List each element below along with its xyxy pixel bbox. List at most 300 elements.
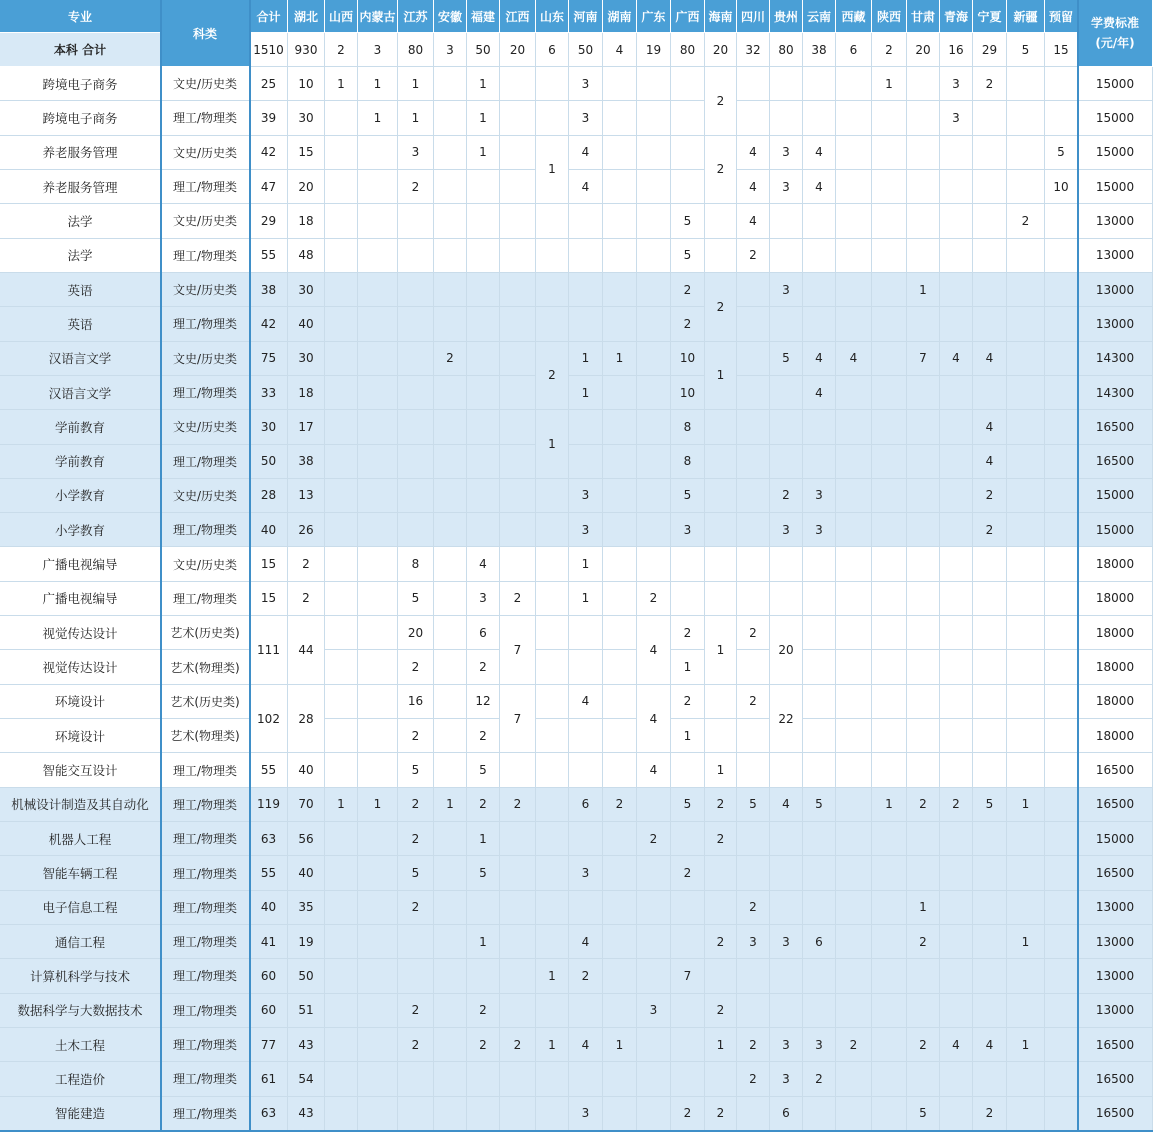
quota-cell	[1007, 170, 1045, 204]
subject-type: 理工/物理类	[161, 959, 250, 993]
total-row-label: 本科 合计	[0, 33, 161, 67]
quota-cell	[803, 239, 836, 273]
quota-cell: 4	[569, 170, 603, 204]
quota-cell	[973, 582, 1007, 616]
quota-cell	[434, 479, 467, 513]
quota-cell	[973, 959, 1007, 993]
fee-value: 13000	[1078, 273, 1153, 307]
quota-cell	[907, 753, 940, 787]
fee-value: 15000	[1078, 101, 1153, 135]
quota-cell	[603, 822, 637, 856]
quota-cell	[637, 101, 671, 135]
quota-cell	[973, 376, 1007, 410]
quota-cell: 2	[973, 513, 1007, 547]
quota-cell	[836, 753, 872, 787]
quota-cell	[872, 547, 907, 581]
quota-cell: 2	[1007, 204, 1045, 238]
quota-cell: 2	[398, 650, 434, 684]
quota-cell	[836, 925, 872, 959]
quota-cell: 3	[467, 582, 500, 616]
quota-cell	[603, 891, 637, 925]
quota-cell	[907, 582, 940, 616]
quota-cell: 2	[737, 616, 770, 650]
quota-cell: 38	[288, 445, 325, 479]
quota-cell	[737, 479, 770, 513]
subject-type: 理工/物理类	[161, 307, 250, 341]
quota-cell	[637, 410, 671, 444]
major-name: 法学	[0, 239, 161, 273]
quota-cell	[803, 307, 836, 341]
fee-value: 16500	[1078, 788, 1153, 822]
column-divider	[1077, 0, 1079, 1131]
quota-cell	[907, 994, 940, 1028]
quota-cell	[973, 307, 1007, 341]
quota-cell	[434, 410, 467, 444]
quota-cell	[1007, 239, 1045, 273]
quota-cell	[940, 136, 973, 170]
quota-cell	[872, 136, 907, 170]
quota-cell	[973, 170, 1007, 204]
quota-cell	[325, 170, 358, 204]
quota-cell	[434, 239, 467, 273]
column-total: 32	[737, 33, 770, 67]
quota-cell	[671, 170, 705, 204]
quota-cell	[705, 547, 737, 581]
quota-cell	[1045, 101, 1078, 135]
quota-cell-merged: 2	[705, 273, 737, 342]
major-name: 机械设计制造及其自动化	[0, 788, 161, 822]
quota-cell	[434, 1097, 467, 1131]
subject-type: 艺术(物理类)	[161, 650, 250, 684]
quota-cell: 55	[250, 753, 288, 787]
quota-cell: 2	[467, 788, 500, 822]
quota-cell	[770, 822, 803, 856]
quota-cell	[872, 856, 907, 890]
quota-cell	[434, 856, 467, 890]
quota-cell	[705, 445, 737, 479]
quota-cell: 1	[907, 273, 940, 307]
quota-cell	[705, 204, 737, 238]
quota-cell: 4	[973, 410, 1007, 444]
quota-cell: 3	[770, 1028, 803, 1062]
quota-cell	[325, 307, 358, 341]
quota-cell	[872, 342, 907, 376]
quota-cell: 4	[569, 1028, 603, 1062]
quota-cell: 2	[973, 1097, 1007, 1131]
quota-cell	[536, 719, 569, 753]
quota-cell	[770, 410, 803, 444]
quota-cell	[637, 1097, 671, 1131]
quota-cell: 4	[973, 1028, 1007, 1062]
quota-cell	[872, 445, 907, 479]
quota-cell: 4	[569, 925, 603, 959]
quota-cell	[637, 445, 671, 479]
subject-type: 理工/物理类	[161, 376, 250, 410]
quota-cell	[1007, 101, 1045, 135]
quota-cell	[671, 753, 705, 787]
quota-cell	[500, 410, 536, 444]
quota-cell	[536, 1062, 569, 1096]
quota-cell	[358, 376, 398, 410]
quota-cell	[770, 891, 803, 925]
subject-type: 理工/物理类	[161, 753, 250, 787]
quota-cell	[536, 650, 569, 684]
quota-cell	[358, 547, 398, 581]
quota-cell-merged: 102	[250, 685, 288, 754]
quota-cell: 1	[569, 376, 603, 410]
quota-cell	[325, 616, 358, 650]
column-header: 福建	[467, 0, 500, 33]
quota-cell-merged: 20	[770, 616, 803, 685]
quota-cell	[358, 891, 398, 925]
quota-cell	[836, 307, 872, 341]
quota-cell: 18	[288, 376, 325, 410]
quota-cell	[770, 856, 803, 890]
quota-cell	[500, 204, 536, 238]
quota-cell	[358, 445, 398, 479]
quota-cell	[907, 445, 940, 479]
quota-cell-merged: 1	[536, 410, 569, 479]
quota-cell	[907, 650, 940, 684]
quota-cell	[325, 445, 358, 479]
quota-cell: 4	[467, 547, 500, 581]
fee-value: 14300	[1078, 376, 1153, 410]
fee-value: 15000	[1078, 513, 1153, 547]
quota-cell	[358, 650, 398, 684]
quota-cell	[737, 101, 770, 135]
quota-cell: 2	[398, 891, 434, 925]
quota-cell	[1007, 307, 1045, 341]
column-total: 20	[705, 33, 737, 67]
quota-cell	[569, 719, 603, 753]
quota-cell: 2	[603, 788, 637, 822]
major-name: 数据科学与大数据技术	[0, 994, 161, 1028]
fee-value: 13000	[1078, 994, 1153, 1028]
quota-cell	[536, 822, 569, 856]
column-header: 宁夏	[973, 0, 1007, 33]
quota-cell	[325, 822, 358, 856]
quota-cell	[500, 136, 536, 170]
quota-cell	[603, 959, 637, 993]
subject-type: 理工/物理类	[161, 513, 250, 547]
quota-cell	[467, 1062, 500, 1096]
quota-cell: 1	[569, 582, 603, 616]
quota-cell	[500, 513, 536, 547]
fee-value: 18000	[1078, 616, 1153, 650]
quota-cell: 1	[325, 67, 358, 101]
quota-cell	[637, 136, 671, 170]
quota-cell	[603, 67, 637, 101]
quota-cell	[637, 273, 671, 307]
quota-cell: 75	[250, 342, 288, 376]
quota-cell: 2	[398, 170, 434, 204]
column-header: 山西	[325, 0, 358, 33]
quota-cell: 43	[288, 1097, 325, 1131]
quota-cell: 4	[770, 788, 803, 822]
quota-cell	[536, 67, 569, 101]
major-name: 英语	[0, 273, 161, 307]
quota-cell-merged: 111	[250, 616, 288, 685]
quota-cell	[500, 1097, 536, 1131]
quota-cell	[325, 582, 358, 616]
quota-cell: 119	[250, 788, 288, 822]
quota-cell	[940, 307, 973, 341]
quota-cell	[907, 959, 940, 993]
major-name: 土木工程	[0, 1028, 161, 1062]
quota-cell	[705, 959, 737, 993]
quota-cell	[569, 822, 603, 856]
quota-cell	[1045, 479, 1078, 513]
major-name: 广播电视编导	[0, 547, 161, 581]
quota-cell	[637, 170, 671, 204]
quota-cell	[770, 959, 803, 993]
subject-type: 理工/物理类	[161, 788, 250, 822]
quota-cell	[1007, 376, 1045, 410]
quota-cell: 55	[250, 856, 288, 890]
column-header: 预留	[1045, 0, 1078, 33]
quota-cell	[940, 1097, 973, 1131]
quota-cell	[872, 959, 907, 993]
quota-cell	[973, 204, 1007, 238]
quota-cell	[637, 856, 671, 890]
quota-cell: 3	[569, 101, 603, 135]
quota-cell	[1045, 1028, 1078, 1062]
quota-cell	[973, 273, 1007, 307]
quota-cell	[836, 1097, 872, 1131]
column-header: 合计	[250, 0, 288, 33]
quota-cell: 39	[250, 101, 288, 135]
column-total: 80	[770, 33, 803, 67]
quota-cell-merged: 2	[705, 136, 737, 205]
quota-cell: 6	[569, 788, 603, 822]
quota-cell	[536, 994, 569, 1028]
quota-cell-merged: 1	[705, 616, 737, 685]
quota-cell: 40	[250, 513, 288, 547]
fee-value: 16500	[1078, 445, 1153, 479]
quota-cell	[836, 67, 872, 101]
quota-cell	[770, 204, 803, 238]
quota-cell	[434, 445, 467, 479]
fee-title: 学费标准	[1090, 16, 1139, 30]
quota-cell	[671, 891, 705, 925]
major-name: 英语	[0, 307, 161, 341]
quota-cell	[737, 856, 770, 890]
quota-cell: 4	[803, 136, 836, 170]
quota-cell: 1	[536, 959, 569, 993]
quota-cell	[569, 445, 603, 479]
quota-cell: 5	[467, 753, 500, 787]
quota-cell	[1045, 822, 1078, 856]
quota-cell	[836, 719, 872, 753]
quota-cell	[536, 582, 569, 616]
column-total: 29	[973, 33, 1007, 67]
major-name: 跨境电子商务	[0, 67, 161, 101]
fee-value: 14300	[1078, 342, 1153, 376]
quota-cell	[358, 994, 398, 1028]
quota-cell	[737, 959, 770, 993]
quota-cell	[836, 273, 872, 307]
quota-cell	[637, 67, 671, 101]
quota-cell: 1	[536, 1028, 569, 1062]
quota-cell	[603, 273, 637, 307]
quota-cell: 4	[803, 376, 836, 410]
quota-cell	[907, 1062, 940, 1096]
quota-cell	[836, 616, 872, 650]
quota-cell	[569, 1062, 603, 1096]
quota-cell	[940, 994, 973, 1028]
column-header: 江西	[500, 0, 536, 33]
quota-cell	[603, 1062, 637, 1096]
fee-value: 16500	[1078, 753, 1153, 787]
quota-cell: 8	[398, 547, 434, 581]
quota-cell: 2	[770, 479, 803, 513]
quota-cell: 38	[250, 273, 288, 307]
quota-cell	[940, 273, 973, 307]
quota-cell: 7	[671, 959, 705, 993]
quota-cell: 4	[737, 136, 770, 170]
quota-cell: 41	[250, 925, 288, 959]
quota-cell	[1045, 1097, 1078, 1131]
quota-cell	[872, 479, 907, 513]
quota-cell: 2	[973, 67, 1007, 101]
quota-cell: 12	[467, 685, 500, 719]
quota-cell	[536, 547, 569, 581]
table-bottom-border	[0, 1130, 1153, 1132]
quota-cell	[500, 479, 536, 513]
quota-cell: 2	[940, 788, 973, 822]
quota-cell: 2	[803, 1062, 836, 1096]
quota-cell	[603, 136, 637, 170]
quota-cell: 2	[907, 788, 940, 822]
quota-cell	[358, 582, 398, 616]
quota-cell	[907, 547, 940, 581]
quota-cell: 1	[705, 753, 737, 787]
quota-cell	[536, 788, 569, 822]
quota-cell	[603, 719, 637, 753]
quota-cell: 8	[671, 445, 705, 479]
quota-cell	[325, 1097, 358, 1131]
quota-cell	[1007, 719, 1045, 753]
quota-cell	[770, 307, 803, 341]
column-header: 内蒙古	[358, 0, 398, 33]
quota-cell	[737, 445, 770, 479]
quota-cell	[603, 582, 637, 616]
quota-cell	[358, 856, 398, 890]
quota-cell: 43	[288, 1028, 325, 1062]
major-name: 计算机科学与技术	[0, 959, 161, 993]
subject-type: 理工/物理类	[161, 170, 250, 204]
quota-cell	[500, 1062, 536, 1096]
quota-cell: 1	[603, 1028, 637, 1062]
quota-cell	[705, 582, 737, 616]
column-header: 河南	[569, 0, 603, 33]
quota-cell	[325, 994, 358, 1028]
quota-cell	[1007, 822, 1045, 856]
major-name: 智能交互设计	[0, 753, 161, 787]
quota-cell: 3	[770, 136, 803, 170]
subject-type: 理工/物理类	[161, 101, 250, 135]
quota-cell	[358, 342, 398, 376]
quota-cell	[603, 685, 637, 719]
quota-cell	[705, 1062, 737, 1096]
quota-cell	[671, 994, 705, 1028]
quota-cell	[973, 1062, 1007, 1096]
column-total: 80	[671, 33, 705, 67]
quota-cell	[940, 239, 973, 273]
quota-cell	[1007, 650, 1045, 684]
quota-cell	[973, 856, 1007, 890]
quota-cell	[1007, 856, 1045, 890]
quota-cell	[637, 307, 671, 341]
quota-cell: 25	[250, 67, 288, 101]
quota-cell: 5	[907, 1097, 940, 1131]
fee-value: 15000	[1078, 822, 1153, 856]
quota-cell	[1045, 342, 1078, 376]
quota-cell	[603, 925, 637, 959]
quota-cell	[1045, 788, 1078, 822]
quota-cell	[1007, 685, 1045, 719]
quota-cell: 2	[500, 1028, 536, 1062]
quota-cell: 1	[872, 788, 907, 822]
quota-cell	[325, 204, 358, 238]
quota-cell	[1007, 753, 1045, 787]
quota-cell	[434, 582, 467, 616]
fee-value: 18000	[1078, 650, 1153, 684]
quota-cell	[1045, 204, 1078, 238]
quota-cell: 3	[569, 67, 603, 101]
quota-cell: 3	[569, 479, 603, 513]
quota-cell	[872, 170, 907, 204]
quota-cell	[603, 994, 637, 1028]
quota-cell	[1045, 959, 1078, 993]
major-name: 法学	[0, 204, 161, 238]
quota-cell	[1007, 445, 1045, 479]
quota-cell	[637, 204, 671, 238]
quota-cell	[872, 273, 907, 307]
quota-cell	[500, 925, 536, 959]
quota-cell	[603, 1097, 637, 1131]
quota-cell	[803, 891, 836, 925]
quota-cell	[737, 273, 770, 307]
quota-cell: 5	[671, 788, 705, 822]
quota-cell	[907, 685, 940, 719]
quota-cell	[536, 891, 569, 925]
major-name: 视觉传达设计	[0, 650, 161, 684]
fee-value: 15000	[1078, 67, 1153, 101]
quota-cell	[973, 616, 1007, 650]
quota-cell	[637, 788, 671, 822]
quota-cell	[671, 547, 705, 581]
quota-cell	[434, 925, 467, 959]
quota-cell	[872, 410, 907, 444]
quota-cell: 1	[467, 925, 500, 959]
fee-value: 13000	[1078, 891, 1153, 925]
subject-type: 文史/历史类	[161, 342, 250, 376]
quota-cell	[325, 856, 358, 890]
quota-cell	[940, 719, 973, 753]
column-total: 20	[500, 33, 536, 67]
quota-cell	[907, 307, 940, 341]
fee-value: 18000	[1078, 582, 1153, 616]
major-name: 学前教育	[0, 410, 161, 444]
fee-unit: (元/年)	[1095, 36, 1135, 50]
quota-cell	[836, 650, 872, 684]
quota-cell	[1007, 136, 1045, 170]
quota-cell: 5	[1045, 136, 1078, 170]
quota-cell	[1007, 479, 1045, 513]
quota-cell-merged: 7	[500, 685, 536, 754]
quota-cell: 3	[671, 513, 705, 547]
